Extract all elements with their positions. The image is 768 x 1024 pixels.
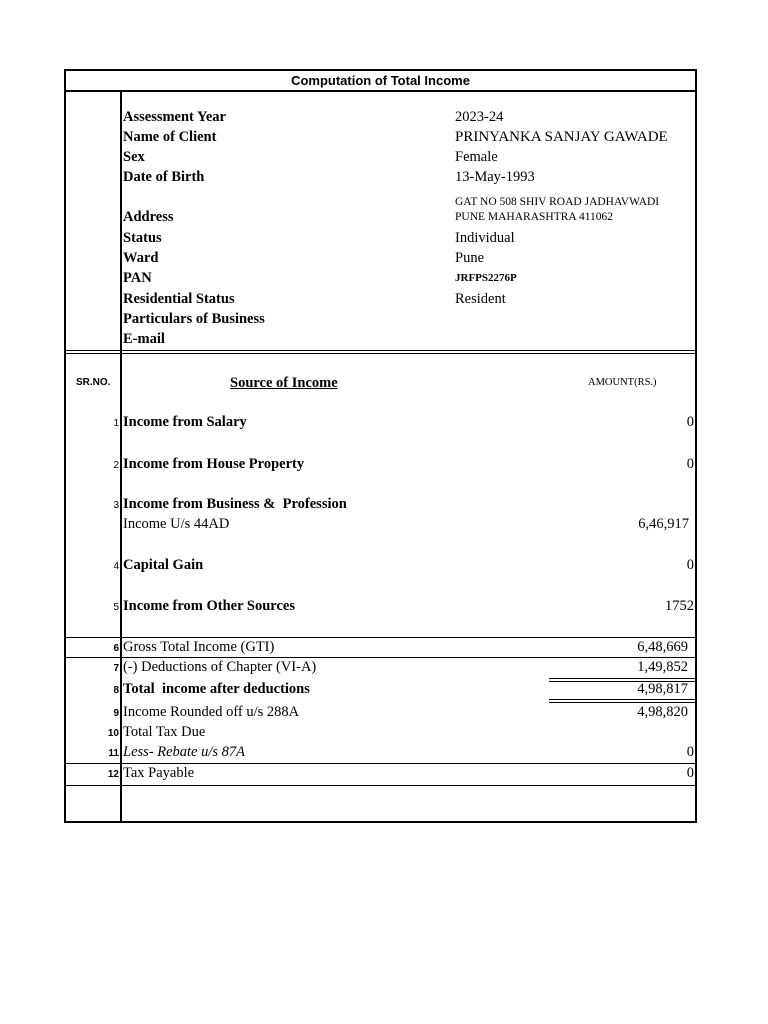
page-title: Computation of Total Income bbox=[291, 73, 470, 88]
row-label-salary: Income from Salary bbox=[123, 414, 247, 430]
value-client-name: PRINYANKA SANJAY GAWADE bbox=[455, 129, 668, 145]
row-label-other-sources: Income from Other Sources bbox=[123, 598, 295, 614]
row-amount-44ad: 6,46,917 bbox=[638, 516, 689, 532]
label-residential-status: Residential Status bbox=[123, 291, 235, 307]
top-border bbox=[64, 69, 697, 71]
row-label-total-tax-due: Total Tax Due bbox=[123, 724, 206, 740]
value-sex: Female bbox=[455, 149, 498, 165]
row-label-house-property: Income from House Property bbox=[123, 456, 305, 472]
label-particulars-of-business: Particulars of Business bbox=[123, 311, 265, 327]
row-label-rounded: Income Rounded off u/s 288A bbox=[123, 704, 300, 720]
value-ward: Pune bbox=[455, 250, 484, 266]
value-address-line1: GAT NO 508 SHIV ROAD JADHAVWADI bbox=[455, 196, 660, 208]
label-date-of-birth: Date of Birth bbox=[123, 169, 205, 185]
amount-underline-1 bbox=[549, 678, 695, 679]
row-amount-total-income: 4,98,817 bbox=[637, 681, 688, 697]
tax-bottom-border bbox=[64, 785, 697, 786]
label-ward: Ward bbox=[123, 250, 159, 266]
row-label-tax-payable: Tax Payable bbox=[123, 765, 195, 781]
amount-underline-4 bbox=[549, 702, 695, 703]
left-border bbox=[64, 69, 66, 823]
row-label-44ad: Income U/s 44AD bbox=[123, 516, 230, 532]
label-email: E-mail bbox=[123, 331, 165, 347]
gti-top-border bbox=[64, 637, 697, 638]
row-amount-rounded: 4,98,820 bbox=[637, 704, 688, 720]
label-pan: PAN bbox=[123, 270, 152, 286]
row-sr: 7 bbox=[113, 663, 119, 674]
row-sr: 10 bbox=[107, 728, 119, 739]
value-date-of-birth: 13-May-1993 bbox=[455, 169, 535, 185]
header-sr-no: SR.NO. bbox=[76, 377, 111, 388]
row-sr: 5 bbox=[113, 602, 119, 613]
row-amount-other-sources: 1752 bbox=[665, 598, 694, 614]
row-amount-house-property: 0 bbox=[686, 456, 694, 472]
label-status: Status bbox=[123, 230, 162, 246]
row-sr: 4 bbox=[113, 561, 119, 572]
row-sr: 2 bbox=[113, 460, 119, 471]
label-sex: Sex bbox=[123, 149, 145, 165]
row-label-gti: Gross Total Income (GTI) bbox=[123, 639, 275, 655]
row-sr: 3 bbox=[113, 500, 119, 511]
header-source-of-income: Source of Income bbox=[230, 375, 338, 391]
row-label-deductions: (-) Deductions of Chapter (VI-A) bbox=[123, 659, 317, 675]
row-label-business: Income from Business & Profession bbox=[123, 496, 347, 512]
column-divider bbox=[120, 91, 122, 823]
row-sr: 1 bbox=[113, 418, 119, 429]
bottom-border bbox=[64, 821, 697, 823]
row-sr: 8 bbox=[113, 685, 119, 696]
label-assessment-year: Assessment Year bbox=[123, 109, 226, 125]
row-amount-capital-gain: 0 bbox=[686, 557, 694, 573]
value-assessment-year: 2023-24 bbox=[455, 109, 504, 125]
row-label-capital-gain: Capital Gain bbox=[123, 557, 204, 573]
row-amount-salary: 0 bbox=[686, 414, 694, 430]
value-residential-status: Resident bbox=[455, 291, 506, 307]
right-border bbox=[695, 69, 697, 823]
row-sr: 12 bbox=[107, 769, 119, 780]
row-amount-rebate: 0 bbox=[686, 744, 694, 760]
row-amount-gti: 6,48,669 bbox=[637, 639, 688, 655]
title-bottom-border bbox=[64, 90, 697, 92]
label-client-name: Name of Client bbox=[123, 129, 217, 145]
gti-bottom-border bbox=[64, 657, 697, 658]
row-sr: 6 bbox=[113, 643, 119, 654]
row-amount-tax-payable: 0 bbox=[686, 765, 694, 781]
row-label-total-income: Total income after deductions bbox=[123, 681, 310, 697]
header-amount: AMOUNT(RS.) bbox=[588, 377, 657, 388]
row-sr: 11 bbox=[108, 748, 119, 759]
value-pan: JRFPS2276P bbox=[455, 272, 517, 284]
info-bottom-border-2 bbox=[64, 353, 697, 354]
tax-top-border bbox=[64, 763, 697, 764]
row-sr: 9 bbox=[113, 708, 119, 719]
amount-underline-3 bbox=[549, 699, 695, 700]
value-address-line2: PUNE MAHARASHTRA 411062 bbox=[455, 211, 614, 223]
value-status: Individual bbox=[455, 230, 515, 246]
row-amount-deductions: 1,49,852 bbox=[637, 659, 688, 675]
info-bottom-border-1 bbox=[64, 350, 697, 351]
row-label-rebate: Less- Rebate u/s 87A bbox=[123, 744, 246, 760]
label-address: Address bbox=[123, 209, 174, 225]
